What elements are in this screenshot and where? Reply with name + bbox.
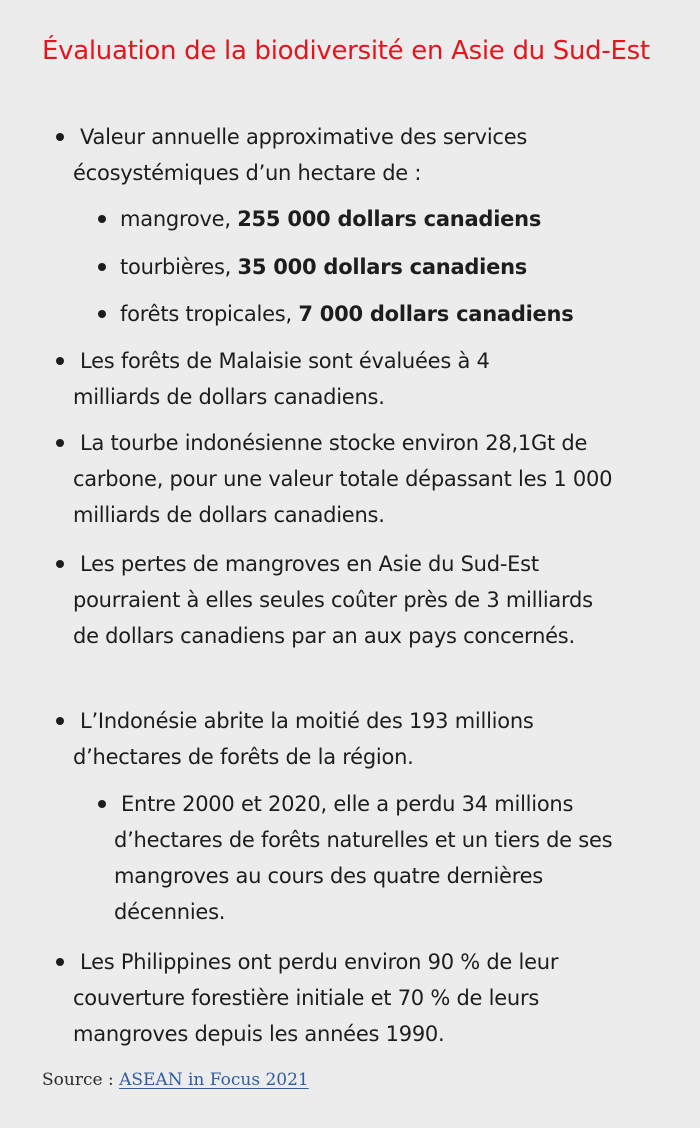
list-item-text: Les forêts de Malaisie sont évaluées à 4 milliards de dollars canadiens. <box>73 349 490 409</box>
sub-item-value: 7 000 dollars canadiens <box>298 302 574 326</box>
list-item <box>73 425 618 533</box>
sub-list-item <box>120 296 660 332</box>
sub-item-label: mangrove, <box>120 207 238 231</box>
page-title: Évaluation de la biodiversité en Asie du Sud-Est <box>42 36 650 66</box>
sub-item-text: Entre 2000 et 2020, elle a perdu 34 millions d’hectares de forêts naturelles et un tiers de ses mangroves au cours des quatre dernières décennies. <box>114 792 613 924</box>
sub-item-value: 255 000 dollars canadiens <box>237 207 542 231</box>
bullet-icon <box>98 800 106 808</box>
list-item-text: Les Philippines ont perdu environ 90 % de leur couverture forestière initiale et 70 % de leurs mangroves depuis les années 1990. <box>73 950 559 1046</box>
list-item <box>73 944 618 1052</box>
list-item-text: La tourbe indonésienne stocke environ 28,1Gt de carbone, pour une valeur totale dépassant les 1 000 milliards de dollars canadiens. <box>73 431 613 527</box>
sub-item-value: 35 000 dollars canadiens <box>237 255 528 279</box>
list-item-text: Les pertes de mangroves en Asie du Sud-Est pourraient à elles seules coûter près de 3 milliards de dollars canadiens par an aux pays concernés. <box>73 552 593 648</box>
bullet-icon <box>56 133 64 141</box>
list-item <box>73 703 593 775</box>
bullet-icon <box>98 263 106 271</box>
sub-list-item <box>120 249 640 285</box>
list-item <box>73 343 553 415</box>
list-item <box>73 546 618 654</box>
list-item-text: Valeur annuelle approximative des services écosystémiques d’un hectare de : <box>73 125 528 185</box>
bullet-icon <box>56 958 64 966</box>
bullet-icon <box>56 560 64 568</box>
bullet-icon <box>98 215 106 223</box>
list-item <box>73 119 613 191</box>
bullet-icon <box>56 717 64 725</box>
sub-item-label: tourbières, <box>120 255 238 279</box>
bullet-icon <box>56 439 64 447</box>
source-line <box>42 1066 309 1094</box>
bullet-icon <box>98 310 106 318</box>
sub-list-item <box>114 786 629 930</box>
source-link[interactable]: ASEAN in Focus 2021 <box>119 1070 309 1090</box>
source-prefix: Source : <box>42 1070 120 1090</box>
sub-list-item <box>120 201 640 237</box>
bullet-icon <box>56 357 64 365</box>
list-item-text: L’Indonésie abrite la moitié des 193 millions d’hectares de forêts de la région. <box>73 709 534 769</box>
sub-item-label: forêts tropicales, <box>120 302 299 326</box>
